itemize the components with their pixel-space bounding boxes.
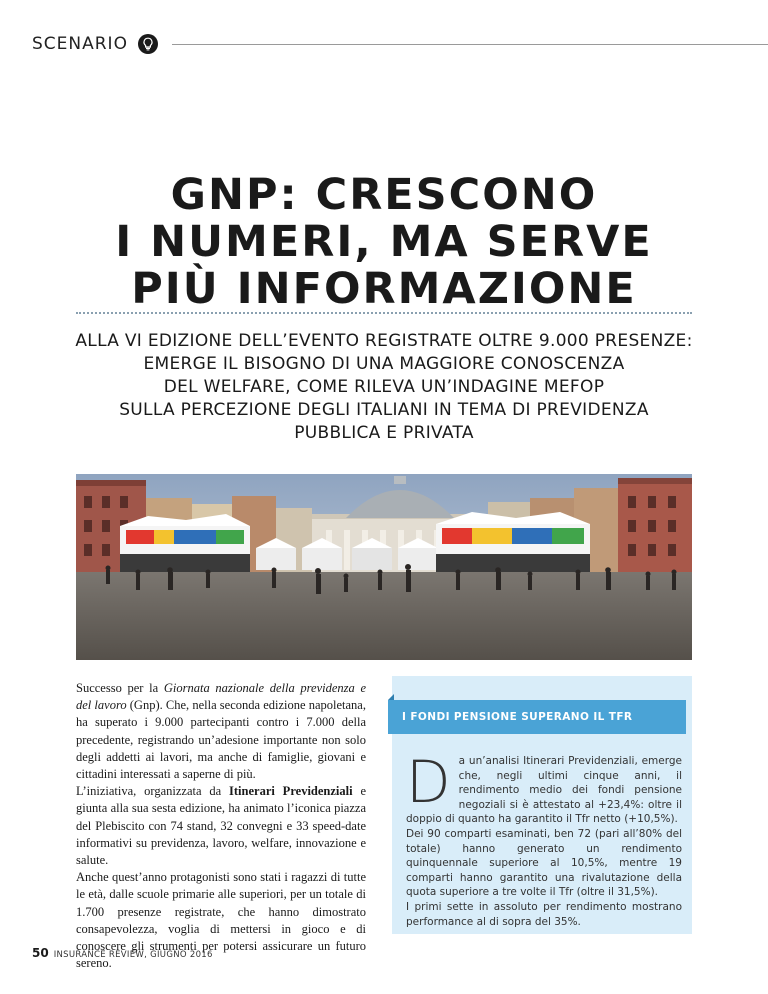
headline-line-1: GNP: CRESCONO — [170, 170, 598, 220]
header-rule — [172, 44, 768, 45]
subtitle-line-2: EMERGE IL BISOGNO DI UNA MAGGIORE CONOSCENZA — [143, 354, 625, 374]
sidebar-box — [392, 676, 692, 934]
piazza-plebiscito-photo — [76, 474, 692, 660]
sidebar-title-bar — [388, 700, 686, 734]
lightbulb-icon — [138, 34, 158, 54]
title-divider — [76, 312, 692, 314]
dropcap: D — [406, 748, 451, 816]
headline-line-2: I NUMERI, MA SERVE — [115, 217, 653, 267]
article-paragraph: L’iniziativa, organizzata da Itinerari Previdenziali e giunta alla sua sesta edizione, ha animato l’iconica piazza del Plebiscito con 74 stand, 32 convegni e 33 speed-date informativi su previdenza, lavoro, welfare, innovazione e salute. — [76, 784, 366, 868]
section-label: SCENARIO — [32, 34, 128, 54]
subtitle-line-4: SULLA PERCEZIONE DEGLI ITALIANI IN TEMA DI PREVIDENZA — [119, 400, 649, 420]
subtitle-line-3: DEL WELFARE, COME RILEVA UN’INDAGINE MEFOP — [163, 377, 605, 397]
sidebar-paragraph: I primi sette in assoluto per rendimento mostrano performance al di sopra del 35%. — [406, 900, 682, 928]
publication-info: INSURANCE REVIEW, GIUGNO 2016 — [53, 950, 213, 960]
article-paragraph: Successo per la Giornata nazionale della previdenza e del lavoro (Gnp). Che, nella seconda edizione napoletana, ha superato i 9.000 partecipanti contro i 7.000 della precedente, registrando un’adesione importante non solo degli addetti ai lavori, ma anche di famiglie, giovani e cittadini interessati a saperne di più. — [76, 681, 366, 782]
subtitle-line-5: PUBBLICA E PRIVATA — [294, 423, 474, 443]
page-footer — [32, 946, 213, 960]
headline — [0, 172, 768, 313]
headline-line-3: PIÙ INFORMAZIONE — [131, 264, 637, 314]
event-name: Giornata nazionale della previdenza e del lavoro — [76, 681, 366, 713]
article-body — [76, 680, 366, 972]
sidebar-title: I FONDI PENSIONE SUPERANO IL TFR — [402, 711, 633, 723]
subtitle — [40, 330, 728, 445]
sidebar-paragraph: Dei 90 comparti esaminati, ben 72 (pari all’80% del totale) hanno generato un rendimento quinquennale superiore al 10,5%, mentre 19 comparti hanno garantito una rivalutazione della quota superiore a tre volte il Tfr (oltre il 31,5%). — [406, 827, 682, 899]
sidebar-paragraph: a un’analisi Itinerari Previdenziali, emerge che, negli ultimi cinque anni, il rendimento medio dei fondi pensione negoziali si è attestato al +23,4%: oltre il doppio di quanto ha garantito il Tfr netto (+10,5%). — [406, 755, 682, 826]
organizer-name: Itinerari Previdenziali — [229, 784, 353, 799]
section-header — [32, 30, 768, 58]
subtitle-line-1: ALLA VI EDIZIONE DELL’EVENTO REGISTRATE OLTRE 9.000 PRESENZE: — [75, 331, 693, 351]
sidebar-body — [406, 748, 682, 929]
article-paragraph: Anche quest’anno protagonisti sono stati i ragazzi di tutte le età, dalle scuole primarie alle superiori, per un totale di 1.700 presenze registrate, che hanno dimostrato consapevolezza, voglia di mettersi in gioco e di conoscere gli strumenti per potersi assicurare un futuro sereno. — [76, 870, 366, 971]
page-number: 50 — [32, 946, 49, 960]
event-photo — [76, 474, 692, 660]
